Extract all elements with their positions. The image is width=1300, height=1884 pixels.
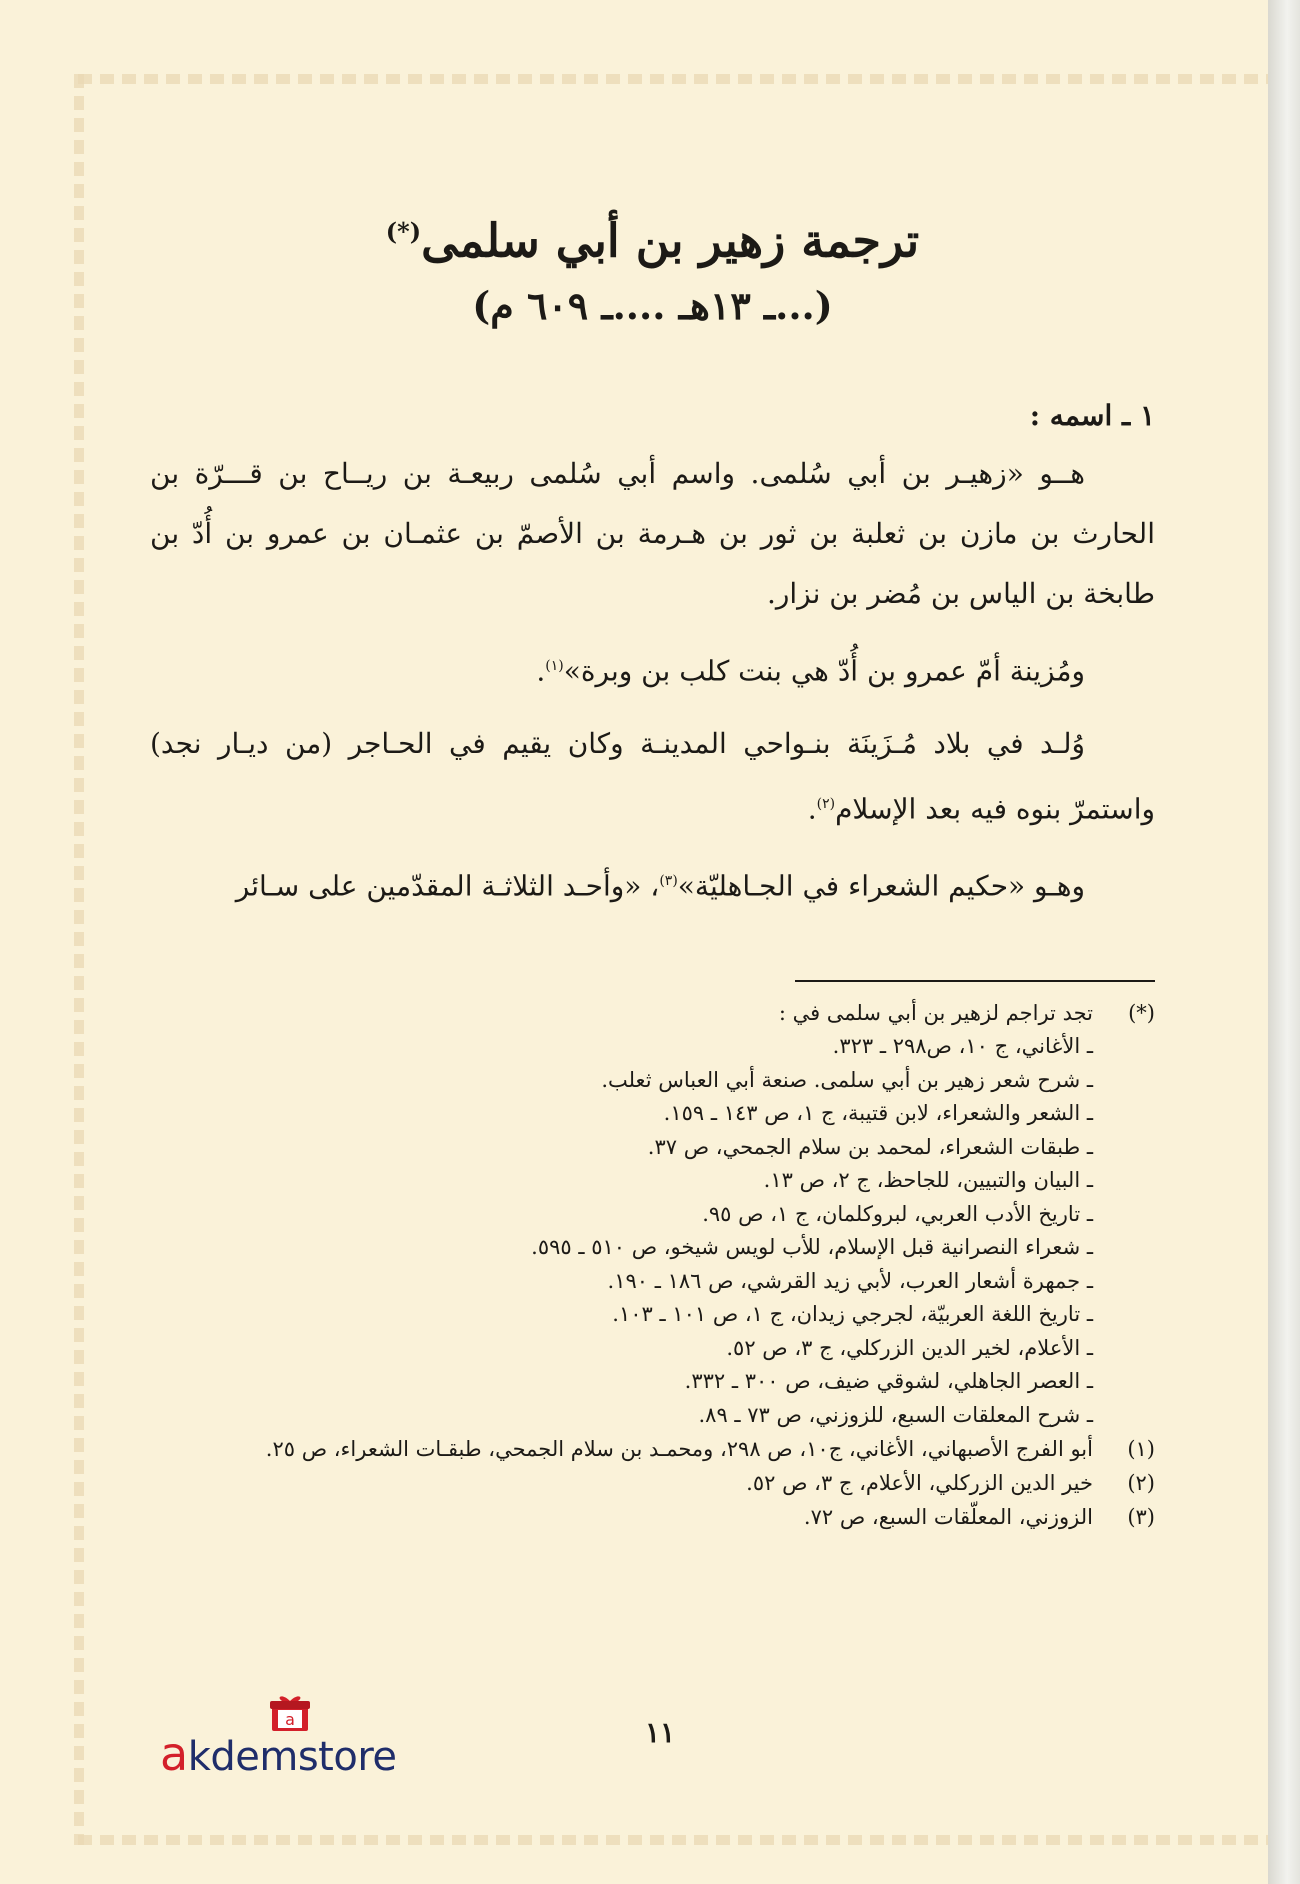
chapter-title: ترجمة زهير بن أبي سلمى(*) — [385, 213, 920, 268]
bibliography-item: ـ شعراء النصرانية قبل الإسلام، للأب لويس شيخو، ص ٥١٠ ـ ٥٩٥. — [150, 1231, 1093, 1265]
footnote-3 — [150, 1500, 1155, 1534]
paragraph: هــو «زهيـر بن أبي سُلمى. واسم أبي سُلمى ربيعـة بن ريــاح بن قـــرّة بن الحارث بن مازن بن ثعلبة بن ثور بن هـرمة بن الأصمّ بن عثمـان بن عمرو بن أُدّ بن طابخة بن الياس بن مُضر بن نزار. — [150, 457, 1155, 611]
footnote-text: أبو الفرج الأصبهاني، الأغاني، ج١٠، ص ٢٩٨، ومحمـد بن سلام الجمحي، طبقـات الشعراء، ص ٢٥. — [265, 1437, 1093, 1462]
bibliography-item: ـ طبقات الشعراء، لمحمد بن سلام الجمحي، ص ٣٧. — [150, 1131, 1093, 1165]
bibliography-list — [150, 1030, 1093, 1432]
decorative-border-left — [74, 74, 84, 1845]
title-footnote-marker: (*) — [385, 217, 422, 246]
bibliography-item: ـ البيان والتبيين، للجاحظ، ج ٢، ص ١٣. — [150, 1164, 1093, 1198]
footnote-marker: (*) — [1128, 1001, 1155, 1026]
paragraph: وهـو «حكيم الشعراء في الجـاهليّة»$^{(٣)}$، «وأحـد الثلاثـة المقدّمين على سـائر — [235, 869, 1085, 903]
bibliography-item: ـ شرح المعلقات السبع، للزوزني، ص ٧٣ ـ ٨٩. — [150, 1399, 1093, 1433]
bibliography-item: ـ شرح شعر زهير بن أبي سلمى. صنعة أبي العباس ثعلب. — [150, 1064, 1093, 1098]
paragraph: وُلـد في بلاد مُـزَينَة بنـواحي المدينـة وكان يقيم في الحـاجر (من ديـار نجد) واستمرّ بنوه فيه بعد الإسلام$^{(٢)}$. — [150, 726, 1155, 825]
bibliography-item: ـ الأغاني، ج ١٠، ص٢٩٨ ـ ٣٢٣. — [150, 1030, 1093, 1064]
bibliography-item: ـ الأعلام، لخير الدين الزركلي، ج ٣، ص ٥٢. — [150, 1332, 1093, 1366]
footnote-ref: (٣) — [659, 872, 678, 889]
logo-icon-letter: a — [285, 1710, 295, 1729]
section-heading: ١ ـ اسمه : — [1029, 399, 1155, 433]
paragraph: ومُزينة أمّ عمرو بن أُدّ هي بنت كلب بن وبرة»$^{(١)}$. — [536, 654, 1085, 688]
footnote-intro: تجد تراجم لزهير بن أبي سلمى في : — [778, 1001, 1093, 1026]
decorative-border-bottom — [78, 1835, 1268, 1845]
bibliography-item: ـ تاريخ الأدب العربي، لبروكلمان، ج ١، ص ٩٥. — [150, 1198, 1093, 1232]
footnote-marker: (٢) — [1127, 1471, 1155, 1496]
footnote-text: خير الدين الزركلي، الأعلام، ج ٣، ص ٥٢. — [746, 1471, 1093, 1496]
footnote-marker: (٣) — [1127, 1505, 1155, 1530]
bibliography-item: ـ تاريخ اللغة العربيّة، لجرجي زيدان، ج ١، ص ١٠١ ـ ١٠٣. — [150, 1298, 1093, 1332]
footnote-1 — [150, 1432, 1155, 1466]
footnote-text: الزوزني، المعلّقات السبع، ص ٧٢. — [803, 1505, 1093, 1530]
footnote-2 — [150, 1466, 1155, 1500]
footnote-star — [150, 996, 1155, 1432]
page-content — [150, 200, 1155, 1534]
decorative-border-top — [78, 74, 1268, 84]
life-dates: (...ـ ١٣هـ ....ـ ٦٠٩ م) — [472, 283, 833, 329]
watermark-logo — [160, 1693, 440, 1781]
footnote-ref: (١) — [545, 658, 564, 675]
bibliography-item: ـ جمهرة أشعار العرب، لأبي زيد القرشي، ص ١٨٦ ـ ١٩٠. — [150, 1265, 1093, 1299]
bibliography-item: ـ العصر الجاهلي، لشوقي ضيف، ص ٣٠٠ ـ ٣٣٢. — [150, 1365, 1093, 1399]
footnote-marker: (١) — [1127, 1437, 1155, 1462]
page-number: ١١ — [644, 1716, 676, 1749]
page-edge — [1268, 0, 1300, 1884]
footnote-ref: (٢) — [816, 795, 836, 812]
watermark-text: akdemstore — [160, 1727, 397, 1781]
bibliography-item: ـ الشعر والشعراء، لابن قتيبة، ج ١، ص ١٤٣ ـ ١٥٩. — [150, 1097, 1093, 1131]
footnote-separator — [795, 980, 1155, 982]
